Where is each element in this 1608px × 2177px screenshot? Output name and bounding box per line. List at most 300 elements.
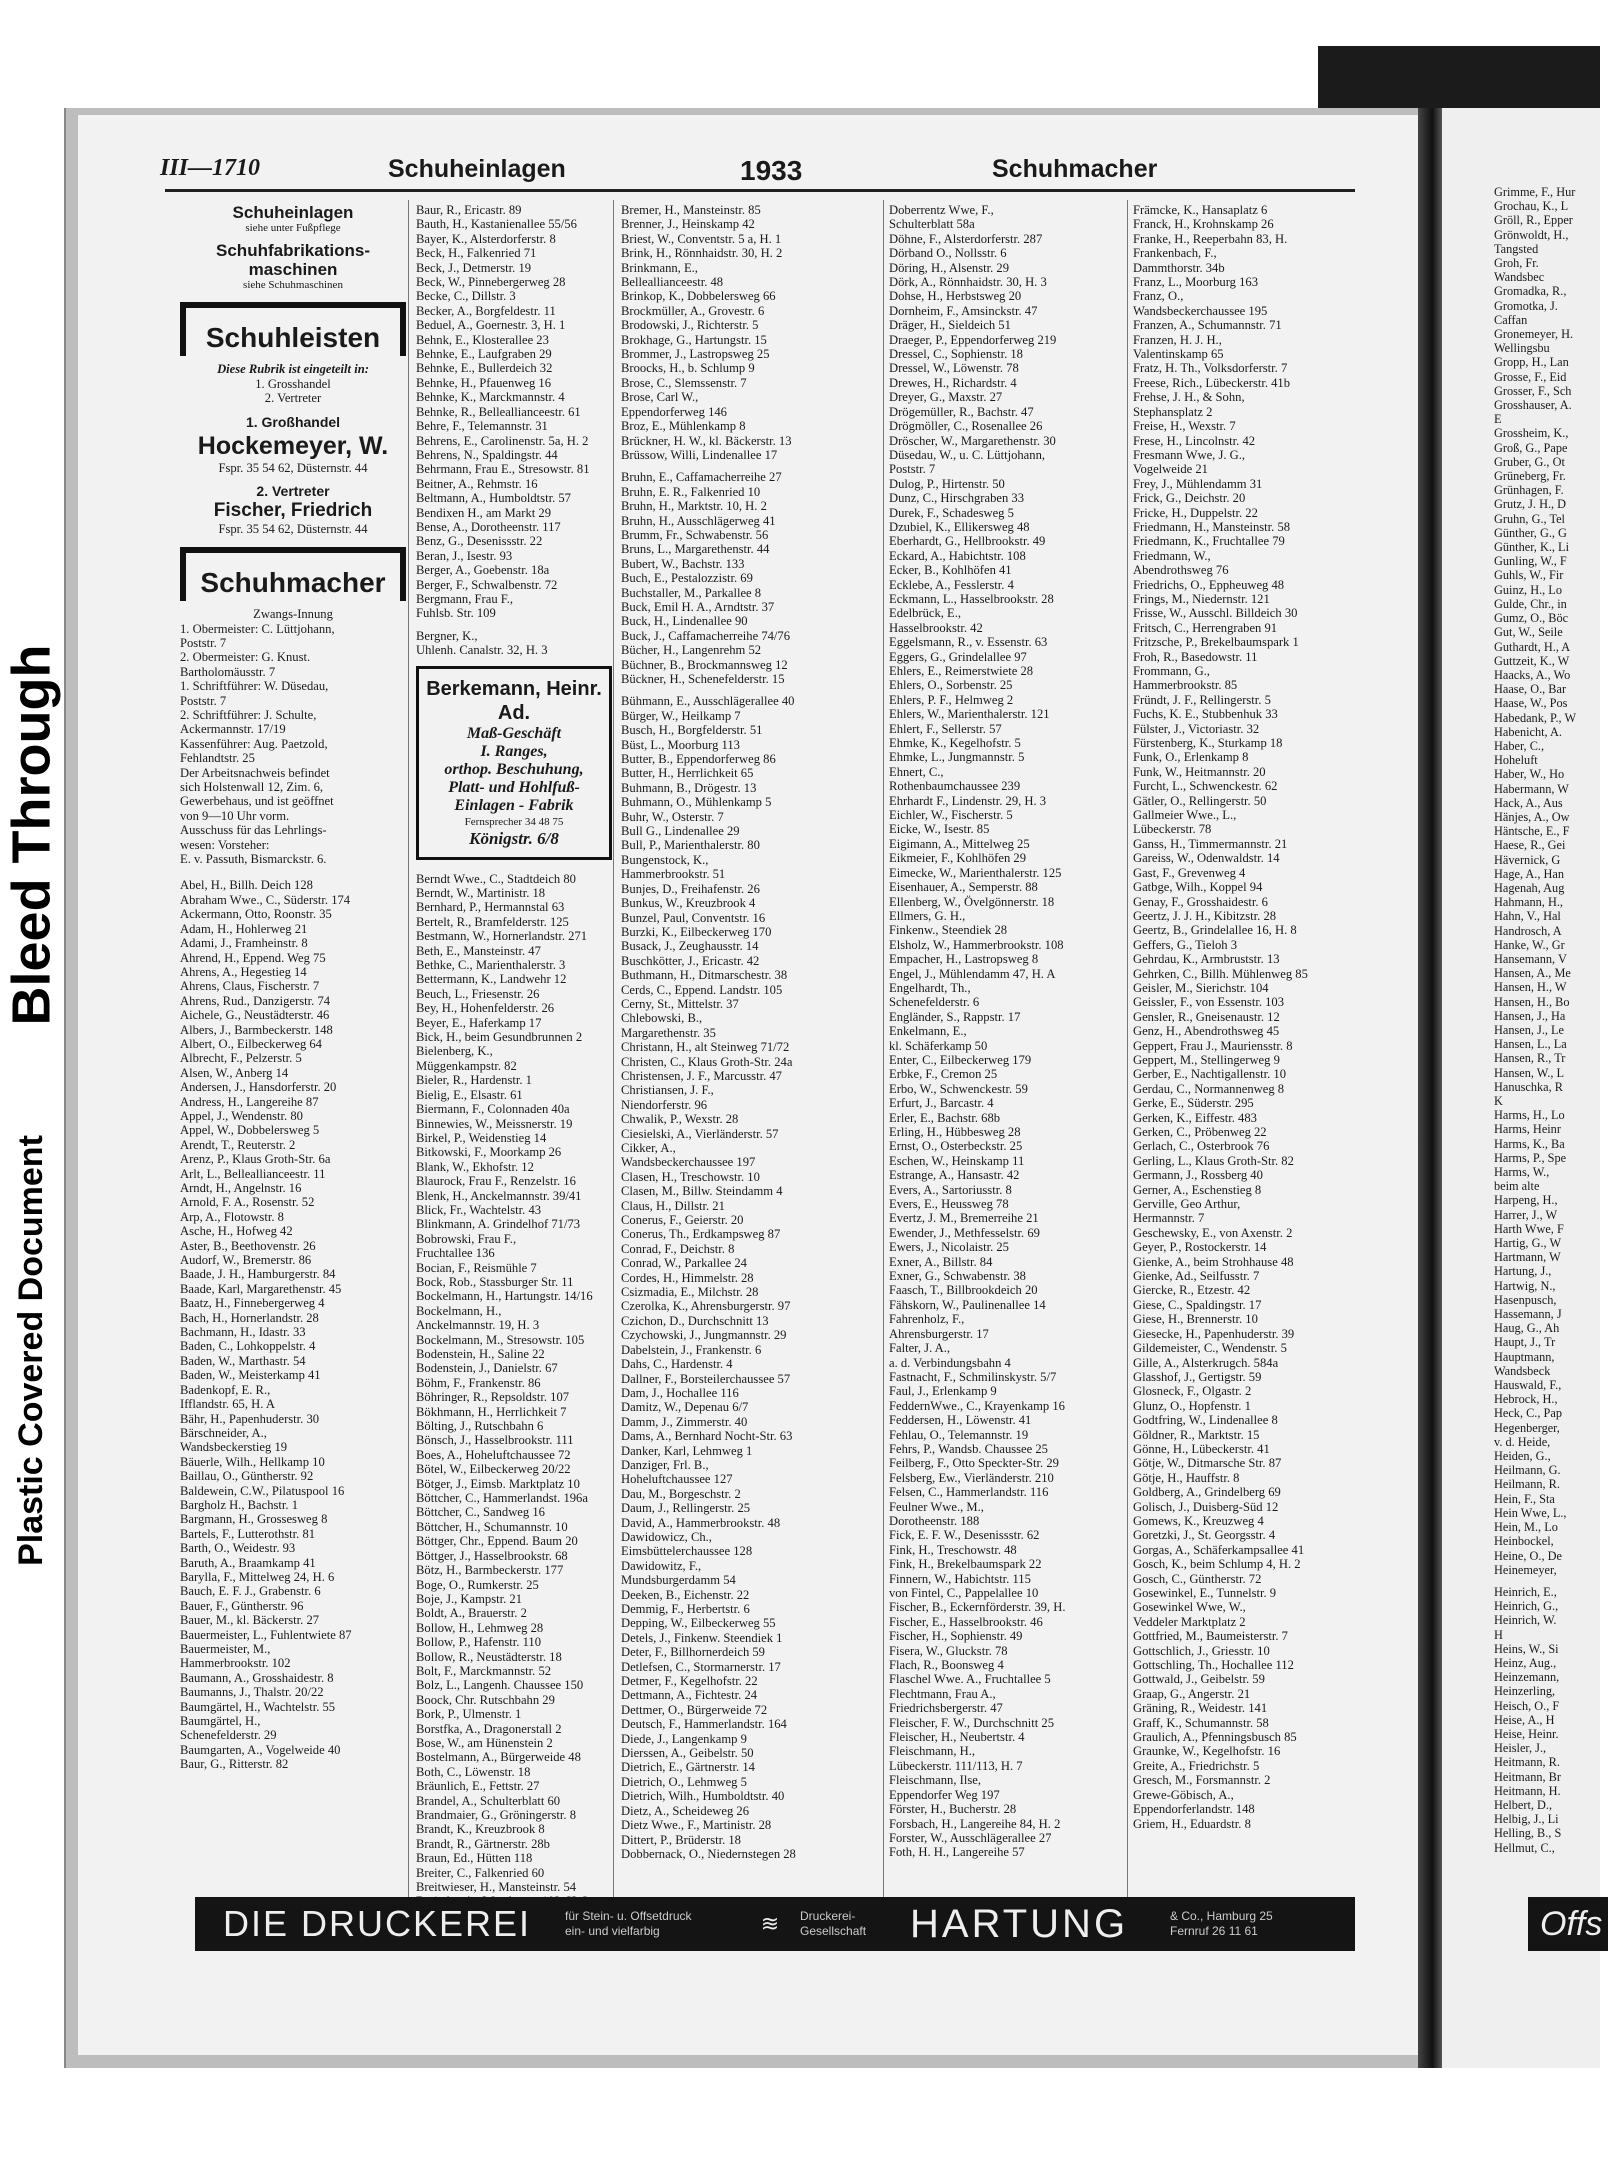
directory-entry: Bockelmann, H., Hartungstr. 14/16	[416, 1289, 593, 1304]
directory-entry: Gunling, W., F	[1494, 554, 1567, 569]
directory-entry: Brinkop, K., Dobbelersweg 66	[621, 289, 776, 304]
directory-entry: Eckard, A., Habichtstr. 108	[889, 548, 1026, 563]
directory-entry: Geissler, F., von Essenstr. 103	[1133, 995, 1285, 1010]
directory-entry: Bunzel, Paul, Conventstr. 16	[621, 910, 766, 925]
directory-entry: Behrens, N., Spaldingstr. 44	[416, 447, 558, 462]
directory-entry: Christensen, J. F., Marcusstr. 47	[621, 1068, 782, 1083]
directory-entry: Poststr. 7	[889, 462, 936, 477]
directory-entry: Forsbach, H., Langereihe 84, H. 2	[889, 1816, 1061, 1831]
directory-entry: Vogelweide 21	[1133, 462, 1208, 477]
directory-entry: Enter, C., Eilbeckerweg 179	[889, 1052, 1032, 1067]
directory-entry: Eppendorfer Weg 197	[889, 1787, 1000, 1802]
directory-entry: Helling, B., S	[1494, 1826, 1562, 1841]
directory-entry: Dawidowitz, F.,	[621, 1558, 702, 1573]
schuhmacher-heading: Schuhmacher	[200, 566, 386, 598]
berkemann-line: Maß-Geschäft	[466, 724, 562, 742]
directory-entry: Gottfried, M., Baumeisterstr. 7	[1133, 1629, 1288, 1644]
directory-entry: Fischer, B., Eckernförderstr. 39, H.	[889, 1600, 1066, 1615]
directory-entry: Harpeng, H.,	[1494, 1193, 1558, 1208]
directory-entry: Rothenbaumchaussee 239	[889, 779, 1021, 794]
directory-entry: Eberhardt, G., Hellbrookstr. 49	[889, 534, 1046, 549]
directory-entry: Bremer, H., Mansteinstr. 85	[621, 203, 761, 217]
directory-entry: Bauermeister, M.,	[180, 1642, 271, 1656]
directory-entry: Heinemeyer,	[1494, 1562, 1557, 1577]
directory-entry: Buck, J., Caffamacherreihe 74/76	[621, 628, 791, 643]
directory-entry: Häntsche, E., F	[1494, 824, 1570, 839]
directory-entry: Bergner, K.,	[416, 628, 478, 643]
directory-entry: Haug, G., Ah	[1494, 1321, 1560, 1336]
directory-entry: Frankenbach, F.,	[1133, 246, 1217, 261]
directory-entry: Der Arbeitsnachweis befindet	[180, 765, 330, 780]
directory-entry: Gosch, C., Güntherstr. 72	[1133, 1571, 1262, 1586]
directory-entry: 1. Schriftführer: W. Düsedau,	[180, 679, 329, 694]
directory-entry: Hansen, A., Me	[1494, 966, 1571, 981]
directory-entry: Wandsbeckerchaussee 195	[1133, 303, 1268, 318]
column-5	[1133, 203, 1363, 1893]
directory-entry: Böhm, F., Frankenstr. 86	[416, 1375, 541, 1390]
directory-entry: Ecker, B., Kohlhöfen 41	[889, 563, 1012, 578]
directory-entry: Baden, W., Meisterkamp 41	[180, 1368, 321, 1383]
directory-entry: Ausschuss für das Lehrlings-	[180, 823, 327, 838]
directory-entry: Hansen, H., Bo	[1494, 994, 1570, 1009]
directory-entry: Guttzeit, K., W	[1494, 653, 1570, 668]
directory-entry: Gottwald, J., Geibelstr. 59	[1133, 1672, 1265, 1687]
directory-entry: Gallmeier Wwe., L.,	[1133, 808, 1237, 823]
directory-entry: Ecklebe, A., Fesslerstr. 4	[889, 577, 1014, 592]
directory-entry: Flach, R., Boonsweg 4	[889, 1658, 1004, 1673]
directory-entry: Andersen, J., Hansdorferstr. 20	[180, 1080, 337, 1095]
directory-entry: Gensler, R., Gneisenaustr. 12	[1133, 1009, 1280, 1024]
directory-entry: Gumz, O., Böc	[1494, 611, 1569, 626]
directory-entry: Fleischer, F. W., Durchschnitt 25	[889, 1715, 1054, 1730]
directory-entry: Eckmann, L., Hasselbrookstr. 28	[889, 591, 1054, 606]
directory-entry: Busch, H., Borgfelderstr. 51	[621, 723, 763, 738]
directory-entry: Hauptmann,	[1494, 1349, 1555, 1364]
directory-entry: Hellmut, C.,	[1494, 1840, 1555, 1855]
directory-entry: Haupt, J., Tr	[1494, 1335, 1556, 1350]
directory-entry: Heitmann, R.	[1494, 1755, 1560, 1770]
directory-entry: Hasenpusch,	[1494, 1292, 1557, 1307]
directory-entry: Brose, Carl W.,	[621, 390, 699, 405]
directory-entry: Blinkmann, A. Grindelhof 71/73	[416, 1217, 581, 1232]
directory-entry: Bockelmann, H.,	[416, 1303, 502, 1318]
directory-entry: Haber, C.,	[1494, 738, 1545, 753]
directory-entry: Bunkus, W., Kreuzbrook 4	[621, 896, 756, 911]
directory-entry: Guinz, H., Lo	[1494, 582, 1562, 597]
directory-entry: Gosch, K., beim Schlump 4, H. 2	[1133, 1557, 1301, 1572]
directory-entry: Giercke, R., Etzestr. 42	[1133, 1283, 1251, 1298]
directory-entry: Gildemeister, C., Wendenstr. 5	[1133, 1341, 1287, 1356]
directory-entry: Freise, H., Wexstr. 7	[1133, 419, 1236, 434]
directory-entry: Frommann, G.,	[1133, 664, 1210, 678]
directory-entry: Hein, F., Sta	[1494, 1491, 1555, 1506]
printer-advertisement	[195, 1897, 1355, 1951]
directory-entry: Geppert, Frau J., Mauriensstr. 8	[1133, 1038, 1293, 1053]
directory-entry: v. d. Heide,	[1494, 1434, 1551, 1449]
directory-entry: Bendixen H., am Markt 29	[416, 505, 552, 520]
directory-entry: Gresch, M., Forsmannstr. 2	[1133, 1773, 1271, 1788]
directory-entry: Brandt, R., Gärtnerstr. 28b	[416, 1836, 550, 1851]
directory-entry: Ehnert, C.,	[889, 764, 944, 779]
directory-entry: Boje, J., Kampstr. 21	[416, 1591, 522, 1606]
directory-entry: Beth, E., Mansteinstr. 47	[416, 943, 541, 958]
directory-entry: Hansen, J., Le	[1494, 1022, 1565, 1037]
directory-entry: Heisch, O., F	[1494, 1698, 1560, 1713]
directory-entry: Braun, Ed., Hütten 118	[416, 1851, 533, 1866]
directory-entry: Bolz, L., Langenh. Chaussee 150	[416, 1678, 584, 1693]
directory-entry: Bückner, H., Schenefelderstr. 15	[621, 672, 785, 686]
directory-entry: Brandel, A., Schulterblatt 60	[416, 1793, 561, 1808]
directory-entry: Binnewies, W., Meissnerstr. 19	[416, 1116, 573, 1131]
directory-entry: Brückner, H. W., kl. Bäckerstr. 13	[621, 433, 792, 448]
directory-entry: Harms, K., Ba	[1494, 1136, 1565, 1151]
berkemann-phone: Fernsprecher 34 48 75	[464, 815, 564, 828]
directory-entry: Finnern, W., Habichtstr. 115	[889, 1571, 1031, 1586]
directory-entry: Edelbrück, E.,	[889, 606, 962, 621]
directory-entry: Conerus, F., Geierstr. 20	[621, 1213, 744, 1228]
directory-entry: Dornheim, F., Amsinckstr. 47	[889, 303, 1038, 318]
directory-entry: Bötel, W., Eilbeckerweg 20/22	[416, 1462, 571, 1477]
directory-entry: Gerke, E., Süderstr. 295	[1133, 1096, 1254, 1111]
banner-small-text: Druckerei- Gesellschaft	[800, 1909, 867, 1938]
directory-entry: Franck, H., Krohnskamp 26	[1133, 217, 1274, 232]
directory-entry: Fürstenberg, K., Sturkamp 18	[1133, 736, 1283, 751]
directory-entry: Drewes, H., Richardstr. 4	[889, 375, 1017, 390]
directory-entry: Ellenberg, W., Övelgönnerstr. 18	[889, 894, 1055, 909]
directory-entry: Ifflandstr. 65, H. A	[180, 1397, 275, 1412]
banner-address: & Co., Hamburg 25 Fernruf 26 11 61	[1170, 1909, 1273, 1938]
directory-entry: Bruhn, E., Caffamacherreihe 27	[621, 470, 782, 485]
directory-entry: Helbert, D.,	[1494, 1797, 1553, 1812]
directory-entry: Gerber, E., Nachtigallenstr. 10	[1133, 1067, 1287, 1082]
directory-entry: Gätler, O., Rellingerstr. 50	[1133, 793, 1267, 808]
directory-entry: Bäuerle, Wilh., Hellkamp 10	[180, 1454, 325, 1469]
directory-entry: Grönwoldt, H.,	[1494, 227, 1569, 242]
directory-entry: Gerville, Geo Arthur,	[1133, 1197, 1241, 1212]
directory-entry: Buck, H., Lindenallee 90	[621, 614, 748, 629]
directory-entry: Christann, H., alt Steinweg 71/72	[621, 1040, 790, 1055]
directory-entry: Hartung, J.,	[1494, 1264, 1552, 1279]
berkemann-line: Einlagen - Fabrik	[454, 796, 574, 814]
directory-entry: Gehrdau, K., Armbruststr. 13	[1133, 952, 1280, 967]
directory-entry: Frisse, W., Ausschl. Billdeich 30	[1133, 606, 1298, 621]
directory-entry: Bräunlich, E., Fettstr. 27	[416, 1779, 540, 1794]
directory-entry: Brodowski, J., Richterstr. 5	[621, 318, 759, 333]
directory-entry: Eichler, W., Fischerstr. 5	[889, 808, 1013, 823]
directory-entry: Drögmöller, C., Rosenallee 26	[889, 419, 1043, 434]
directory-entry: Baumgärtel, H., Wachtelstr. 55	[180, 1699, 336, 1714]
directory-entry: Detels, J., Finkenw. Steendiek 1	[621, 1630, 783, 1645]
directory-entry: Abel, H., Billh. Deich 128	[180, 878, 313, 893]
directory-entry: Behnke, R., Belleallianceestr. 61	[416, 404, 581, 419]
directory-entry: Feilberg, F., Otto Speckter-Str. 29	[889, 1456, 1059, 1471]
directory-entry: Ewender, J., Methfesselstr. 69	[889, 1225, 1040, 1240]
directory-entry: Gut, W., Seile	[1494, 625, 1563, 640]
directory-entry: Eigimann, A., Mittelweg 25	[889, 836, 1030, 851]
directory-entry: Behrmann, Frau E., Stresowstr. 81	[416, 462, 590, 477]
directory-entry: Geppert, M., Stellingerweg 9	[1133, 1052, 1280, 1067]
directory-entry: Büst, L., Moorburg 113	[621, 737, 740, 752]
directory-entry: Dohse, H., Herbstsweg 20	[889, 289, 1022, 304]
directory-entry: Ahrens, Claus, Fischerstr. 7	[180, 979, 320, 994]
directory-entry: Heisler, J.,	[1494, 1741, 1547, 1756]
directory-entry: Baade, J. H., Hamburgerstr. 84	[180, 1267, 336, 1282]
innung-heading: Zwangs-Innung	[253, 606, 333, 621]
schuhleisten-heading: Schuhleisten	[205, 322, 381, 353]
directory-entry: Cikker, A.,	[621, 1141, 676, 1155]
directory-entry: Gerken, C., Pröbenweg 22	[1133, 1125, 1267, 1139]
directory-entry: Grochau, K., L	[1494, 199, 1569, 214]
banner-left-text: DIE DRUCKEREI	[223, 1903, 532, 1944]
directory-entry: Frings, M., Niedernstr. 121	[1133, 591, 1270, 606]
directory-entry: Aichele, G., Neustädterstr. 46	[180, 1008, 330, 1023]
column-2	[416, 203, 612, 1893]
directory-entry: Abraham Wwe., C., Süderstr. 174	[180, 892, 351, 907]
directory-entry: Dittert, P., Brüderstr. 18	[621, 1832, 741, 1847]
directory-entry: Fleischmann, Ilse,	[889, 1773, 981, 1788]
directory-entry: Franz, L., Moorburg 163	[1133, 275, 1258, 290]
directory-entry: Fleischer, H., Neubertstr. 4	[889, 1730, 1025, 1745]
directory-entry: Fülster, J., Victoriastr. 32	[1133, 721, 1260, 736]
directory-entry: Behre, F., Telemannstr. 31	[416, 419, 548, 434]
directory-entry: Baillau, O., Güntherstr. 92	[180, 1469, 314, 1484]
directory-entry: Günther, K., Li	[1494, 540, 1569, 555]
directory-entry: Baumgärtel, H.,	[180, 1714, 261, 1729]
directory-entry: Heitmann, H.	[1494, 1783, 1561, 1798]
directory-entry: Furcht, L., Schwenckestr. 62	[1133, 779, 1278, 794]
page-number: III—1710	[160, 155, 261, 181]
directory-entry: Cerds, C., Eppend. Landstr. 105	[621, 982, 783, 997]
directory-entry: Czichon, D., Durchschnitt 13	[621, 1313, 769, 1328]
directory-entry: Dallner, F., Borsteilerchaussee 57	[621, 1371, 791, 1386]
berkemann-title: Berkemann, Heinr. Ad.	[426, 677, 602, 724]
directory-entry: Bachmann, H., Idastr. 33	[180, 1325, 306, 1340]
directory-entry: Berger, F., Schwalbenstr. 72	[416, 577, 558, 592]
column-divider	[1127, 200, 1128, 1900]
firm-fischer: Fischer, Friedrich	[213, 500, 373, 522]
directory-entry: Heise, Heinr.	[1494, 1726, 1559, 1741]
page-header	[160, 155, 1360, 191]
directory-entry: Beduel, A., Goernestr. 3, H. 1	[416, 318, 566, 333]
directory-entry: Greite, A., Friedrichstr. 5	[1133, 1758, 1260, 1773]
directory-entry: Bitkowski, F., Moorkamp 26	[416, 1145, 562, 1160]
directory-entry: Fuchs, K. E., Stubbenhuk 33	[1133, 707, 1278, 722]
berkemann-line: Platt- und Hohlfuß-	[448, 778, 580, 796]
directory-entry: Gerdau, C., Normannenweg 8	[1133, 1081, 1285, 1096]
directory-entry: Bollow, H., Lehmweg 28	[416, 1620, 544, 1635]
directory-entry: Schenefelderstr. 6	[889, 995, 980, 1010]
directory-entry: Harms, H., Lo	[1494, 1108, 1565, 1123]
directory-entry: Fleischmann, H.,	[889, 1744, 976, 1759]
directory-entry: Fähskorn, W., Paulinenallee 14	[889, 1297, 1046, 1312]
directory-entry: Bökhmann, H., Herrlichkeit 7	[416, 1404, 567, 1419]
directory-entry: Ellmers, G. H.,	[889, 908, 966, 923]
directory-entry: Brenner, J., Heinskamp 42	[621, 217, 755, 232]
directory-entry: Baade, Karl, Margarethenstr. 45	[180, 1281, 342, 1296]
directory-entry: Barth, O., Weidestr. 93	[180, 1541, 296, 1556]
directory-entry: von Fintel, C., Pappelallee 10	[889, 1586, 1039, 1600]
column-1	[180, 203, 406, 1893]
directory-entry	[416, 621, 612, 629]
directory-entry: Bick, H., beim Gesundbrunnen 2	[416, 1030, 583, 1045]
directory-entry: Giese, H., Brennerstr. 10	[1133, 1312, 1258, 1327]
directory-entry: Dammthorstr. 34b	[1133, 260, 1225, 275]
directory-entry: Behnk, E., Klosterallee 23	[416, 332, 549, 347]
directory-entry: Bense, A., Dorotheenstr. 117	[416, 519, 561, 534]
directory-entry: Bock, Rob., Stassburger Str. 11	[416, 1274, 574, 1289]
directory-entry: Friedrichsbergerstr. 47	[889, 1701, 1003, 1716]
directory-entry: Götje, W., Ditmarsche Str. 87	[1133, 1456, 1282, 1471]
directory-entry: Christiansen, J. F.,	[621, 1083, 714, 1098]
directory-entry: Chwalik, P., Wexstr. 28	[621, 1112, 739, 1127]
ad-schuheinlagen-title: Schuheinlagen	[232, 203, 354, 222]
directory-entry: Harms, W.,	[1494, 1165, 1550, 1180]
directory-entry: Hammerbrookstr. 85	[1133, 678, 1238, 693]
directory-entry: Bühmann, E., Ausschlägerallee 40	[621, 694, 795, 709]
directory-entry: Deeken, B., Eichenstr. 22	[621, 1587, 750, 1602]
directory-entry: Beyer, E., Haferkamp 17	[416, 1015, 542, 1030]
directory-entry: Tangsted	[1494, 241, 1539, 256]
directory-entry: Wandsbeckerstieg 19	[180, 1440, 288, 1455]
ad-maschinen-sub: siehe Schuhmaschinen	[243, 279, 343, 291]
directory-entry: Arendt, T., Reuterstr. 2	[180, 1137, 296, 1152]
directory-entry: Buhmann, O., Mühlenkamp 5	[621, 795, 772, 810]
directory-entry: Harms, Heinr	[1494, 1122, 1561, 1137]
directory-entry: Ahrens, Rud., Danzigerstr. 74	[180, 993, 331, 1008]
directory-entry: Ehrhardt F., Lindenstr. 29, H. 3	[889, 793, 1047, 808]
directory-entry: Behnke, H., Pfauenweg 16	[416, 375, 552, 390]
directory-entry: Burzki, K., Eilbeckerweg 170	[621, 924, 772, 939]
directory-entry: Brink, H., Rönnhaidstr. 30, H. 2	[621, 246, 783, 261]
directory-entry: Andress, H., Langereihe 87	[180, 1094, 319, 1109]
directory-entry: Heinz, Aug.,	[1494, 1655, 1557, 1670]
directory-entry: Berndt, W., Martinistr. 18	[416, 886, 546, 900]
directory-entry: Cerny, St., Mittelstr. 37	[621, 996, 739, 1011]
directory-entry: Gareiss, W., Odenwaldstr. 14	[1133, 851, 1280, 866]
directory-entry: Butter, H., Herrlichkeit 65	[621, 766, 754, 781]
directory-entry: Beltmann, A., Humboldtstr. 57	[416, 491, 571, 506]
directory-entry: Hanuschka, R	[1494, 1079, 1563, 1094]
directory-entry: Fahrenholz, F.,	[889, 1312, 965, 1327]
directory-entry: Förster, H., Bucherstr. 28	[889, 1802, 1017, 1817]
directory-entry: Bollow, R., Neustädterstr. 18	[416, 1649, 562, 1664]
directory-entry: Finkenw., Steendiek 28	[889, 923, 1008, 938]
directory-entry: Günther, G., G	[1494, 525, 1567, 540]
directory-entry: Bodenstein, H., Saline 22	[416, 1347, 545, 1361]
directory-entry: Gulde, Chr., in	[1494, 596, 1567, 611]
directory-entry: Benz, G., Desenissstr. 22	[416, 534, 543, 549]
directory-entry: Badenkopf, E. R.,	[180, 1382, 271, 1397]
directory-entry: Grutz, J. H., D	[1494, 497, 1567, 512]
directory-entry: Hävernick, G	[1494, 852, 1561, 867]
directory-entry: Behrens, E., Carolinenstr. 5a, H. 2	[416, 433, 589, 448]
directory-entry: Friedmann, K., Fruchtallee 79	[1133, 534, 1285, 549]
directory-entry: Heilmann, G.	[1494, 1463, 1561, 1478]
directory-entry: Främcke, K., Hansaplatz 6	[1133, 203, 1268, 217]
directory-entry: Ehlers, P. F., Helmweg 2	[889, 692, 1014, 707]
directory-entry: Baruth, A., Braamkamp 41	[180, 1555, 316, 1570]
directory-entry: Habenicht, A.	[1494, 724, 1562, 739]
directory-entry: Gerlach, C., Osterbrook 76	[1133, 1139, 1270, 1154]
directory-entry: Niendorferstr. 96	[621, 1097, 708, 1112]
directory-entry: Freese, Rich., Lübeckerstr. 41b	[1133, 375, 1291, 390]
directory-entry: Baumgarten, A., Vogelweide 40	[180, 1742, 341, 1757]
directory-entry: Fratz, H. Th., Volksdorferstr. 7	[1133, 361, 1288, 376]
directory-entry: Heitmann, Br	[1494, 1769, 1561, 1784]
directory-entry: Bestmann, W., Hornerlandstr. 271	[416, 929, 588, 944]
directory-entry: Grossheim, K.,	[1494, 426, 1569, 441]
directory-entry: Heins, W., Si	[1494, 1641, 1559, 1656]
directory-entry: Dröscher, W., Margarethenstr. 30	[889, 433, 1056, 448]
directory-entry: Damm, J., Zimmerstr. 40	[621, 1414, 748, 1429]
directory-entry: Dettmann, A., Fichtestr. 24	[621, 1688, 758, 1703]
directory-entry: Hansen, W., L	[1494, 1065, 1565, 1080]
directory-entry: Buch, E., Pestalozzistr. 69	[621, 571, 753, 586]
directory-entry: Gönne, H., Lübeckerstr. 41	[1133, 1441, 1270, 1456]
directory-entry: Helbig, J., Li	[1494, 1812, 1559, 1827]
directory-entry: Bruhn, E. R., Falkenried 10	[621, 484, 761, 499]
directory-entry: Gorgas, A., Schäferkampsallee 41	[1133, 1542, 1305, 1557]
directory-entry: Damitz, W., Depenau 6/7	[621, 1400, 749, 1415]
directory-entry: Brockmüller, A., Grovestr. 6	[621, 303, 765, 318]
directory-entry: Hein Wwe, L.,	[1494, 1505, 1567, 1520]
directory-entry: Geffers, G., Tieloh 3	[1133, 937, 1238, 952]
directory-entry: Grünhagen, F.	[1494, 483, 1564, 498]
directory-entry: Heinrich, E.,	[1494, 1584, 1557, 1599]
directory-entry: Dietz Wwe., F., Martinistr. 28	[621, 1818, 772, 1833]
directory-entry: Brokhage, G., Hartungstr. 15	[621, 332, 767, 347]
directory-entry: Flechtmann, Frau A.,	[889, 1686, 996, 1701]
directory-entry: Daum, J., Rellingerstr. 25	[621, 1501, 751, 1516]
directory-entry: Eggers, G., Grindelallee 97	[889, 649, 1027, 664]
directory-entry: Bürger, W., Heilkamp 7	[621, 708, 741, 723]
directory-entry: Chlebowski, B.,	[621, 1011, 703, 1026]
directory-entry: Baden, W., Marthastr. 54	[180, 1353, 306, 1368]
directory-entry: Bettermann, K., Landwehr 12	[416, 972, 567, 987]
directory-entry: Blenk, H., Anckelmannstr. 39/41	[416, 1188, 582, 1203]
directory-entry: Deutsch, F., Hammerlandstr. 164	[621, 1717, 787, 1732]
directory-entry: Böttcher, H., Schumannstr. 10	[416, 1519, 568, 1534]
directory-entry: Brinkmann, E.,	[621, 260, 698, 275]
directory-entry: Gerken, K., Eiffestr. 483	[1133, 1110, 1257, 1125]
directory-entry: Ehlers, E., Reimerstwiete 28	[889, 664, 1034, 678]
directory-entry: Geertz, J. J. H., Kibitzstr. 28	[1133, 908, 1277, 923]
directory-entry: Ganss, H., Timmermannstr. 21	[1133, 836, 1288, 851]
directory-entry: Dräger, H., Sieldeich 51	[889, 318, 1011, 333]
directory-entry: Feddersen, H., Löwenstr. 41	[889, 1413, 1032, 1428]
directory-entry: Heiden, G.,	[1494, 1449, 1551, 1464]
directory-entry: Handrosch, A	[1494, 923, 1562, 938]
directory-entry: Audorf, W., Bremerstr. 86	[180, 1253, 312, 1268]
directory-entry: Dierssen, A., Geibelstr. 50	[621, 1746, 754, 1761]
directory-entry: Hahn, V., Hal	[1494, 909, 1561, 924]
directory-entry: Hammerbrookstr. 102	[180, 1656, 291, 1671]
directory-entry: Boge, O., Rumkerstr. 25	[416, 1577, 539, 1592]
directory-entry: Bauer, M., kl. Bäckerstr. 27	[180, 1613, 320, 1628]
entry-list	[889, 203, 1126, 1860]
directory-entry: Flaschel Wwe. A., Fruchtallee 5	[889, 1672, 1051, 1687]
directory-entry: Brumm, Fr., Schwabenstr. 56	[621, 527, 769, 542]
directory-entry: Csizmadia, E., Milchstr. 28	[621, 1285, 759, 1300]
directory-entry: Bönsch, J., Hasselbrookstr. 111	[416, 1433, 574, 1448]
directory-entry: Habermann, W	[1494, 781, 1569, 796]
directory-entry: Bartels, F., Lutterothstr. 81	[180, 1526, 316, 1541]
directory-entry: Ehlert, F., Sellerstr. 57	[889, 721, 1002, 736]
directory-entry: Hänjes, A., Ow	[1494, 809, 1570, 824]
directory-entry: Gerling, L., Klaus Groth-Str. 82	[1133, 1153, 1294, 1168]
directory-entry: Dam, J., Hochallee 116	[621, 1385, 739, 1400]
directory-entry: Dawidowicz, Ch.,	[621, 1529, 712, 1544]
